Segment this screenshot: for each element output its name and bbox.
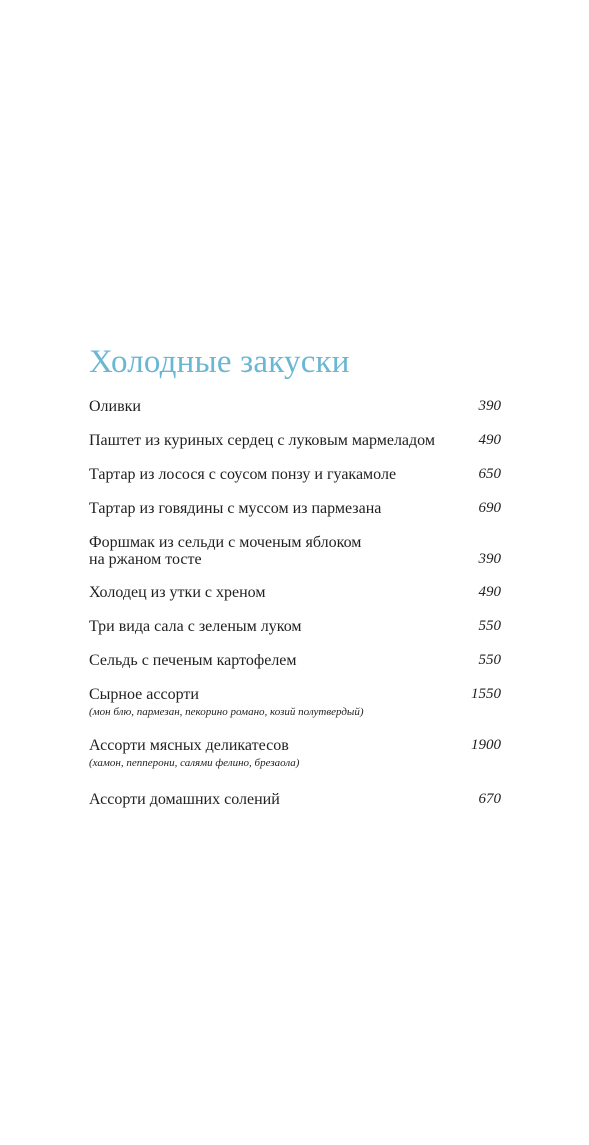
menu-item <box>89 791 501 808</box>
item-name: Паштет из куриных сердец с луковым мармеладом <box>89 432 435 449</box>
menu-section-cold-appetizers <box>89 338 501 808</box>
menu-item <box>89 737 501 770</box>
item-price: 490 <box>478 584 501 600</box>
menu-item <box>89 618 501 635</box>
item-name: Холодец из утки с хреном <box>89 584 266 601</box>
item-name: Тартар из лосося с соусом понзу и гуакамоле <box>89 466 397 483</box>
item-name: Сельдь с печеным картофелем <box>89 652 297 669</box>
item-price: 690 <box>478 500 501 516</box>
item-name-line-1: Форшмак из сельди с моченым яблоком <box>89 534 362 551</box>
item-price: 1900 <box>471 737 501 753</box>
item-price: 490 <box>478 432 501 448</box>
menu-item <box>89 398 501 415</box>
menu-item <box>89 652 501 669</box>
item-name: Оливки <box>89 398 141 415</box>
section-title: Холодные закуски <box>89 344 350 380</box>
item-price: 550 <box>478 652 501 668</box>
item-name: Сырное ассорти <box>89 686 199 703</box>
menu-item <box>89 466 501 483</box>
item-price: 650 <box>478 466 501 482</box>
menu-item <box>89 686 501 719</box>
item-name: Три вида сала с зеленым луком <box>89 618 302 635</box>
item-price: 670 <box>478 791 501 807</box>
item-price: 550 <box>478 618 501 634</box>
menu-item <box>89 584 501 601</box>
menu-item <box>89 432 501 449</box>
item-name: Тартар из говядины с муссом из пармезана <box>89 500 382 517</box>
item-name-line-2: на ржаном тосте <box>89 551 202 568</box>
item-price: 390 <box>478 551 501 567</box>
item-price: 1550 <box>471 686 501 702</box>
menu-item <box>89 500 501 517</box>
item-description: (хамон, пепперони, салями фелино, брезаола) <box>89 757 300 769</box>
item-name: Ассорти домашних солений <box>89 791 280 808</box>
menu-item <box>89 534 501 568</box>
item-name: Ассорти мясных деликатесов <box>89 737 289 754</box>
item-description: (мон блю, пармезан, пекорино романо, козий полутвердый) <box>89 706 364 718</box>
item-price: 390 <box>478 398 501 414</box>
